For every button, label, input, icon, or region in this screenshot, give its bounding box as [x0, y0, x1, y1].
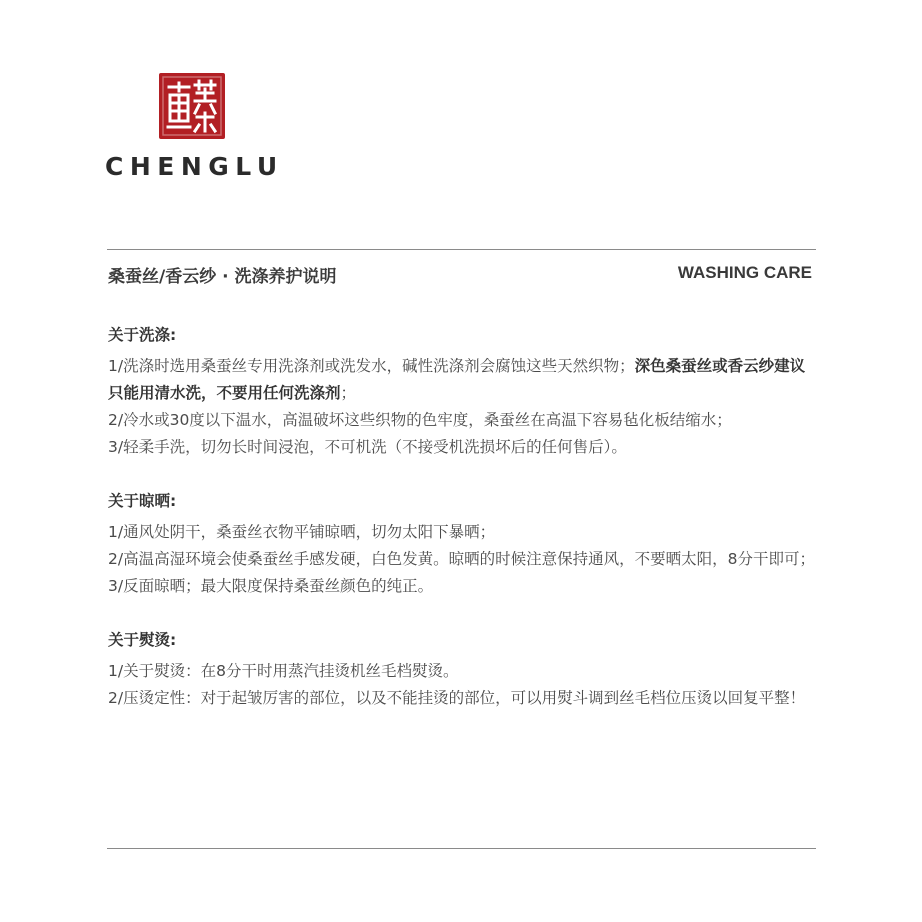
item-text: 3/反面晾晒；最大限度保持桑蚕丝颜色的纯正。: [108, 577, 434, 595]
top-divider: [107, 249, 816, 250]
item-text: 2/压烫定性：对于起皱厉害的部位，以及不能挂烫的部位，可以用熨斗调到丝毛档位压烫以回复平整！: [108, 689, 806, 707]
list-item: [108, 658, 818, 685]
page-title: 桑蚕丝/香云纱 · 洗涤养护说明: [108, 267, 337, 287]
brand-seal-logo: [159, 73, 225, 139]
list-item: [108, 519, 818, 546]
section-heading: 关于晾晒:: [108, 492, 177, 510]
page-title-english: WASHING CARE: [677, 263, 812, 282]
item-text: 1/洗涤时选用桑蚕丝专用洗涤剂或洗发水，碱性洗涤剂会腐蚀这些天然织物；: [108, 357, 635, 375]
section-drying: [108, 488, 818, 600]
section-heading: 关于熨烫:: [108, 631, 177, 649]
brand-name: CHENGLU: [105, 152, 284, 181]
item-text: 1/关于熨烫：在8分干时用蒸汽挂烫机丝毛档熨烫。: [108, 662, 459, 680]
list-item: [108, 434, 818, 461]
item-text: 3/轻柔手洗，切勿长时间浸泡，不可机洗（不接受机洗损坏后的任何售后）。: [108, 438, 627, 456]
list-item: [108, 685, 818, 712]
list-item: [108, 353, 818, 407]
section-heading: 关于洗涤:: [108, 326, 177, 344]
section-ironing: [108, 627, 818, 712]
list-item: [108, 573, 818, 600]
item-text: 2/冷水或30度以下温水，高温破坏这些织物的色牢度，桑蚕丝在高温下容易毡化板结缩水；: [108, 411, 732, 429]
item-emphasis: 深色桑蚕丝或香云纱建议只能用清水洗，不要用任何洗涤剂: [108, 357, 806, 402]
item-text: 2/高温高湿环境会使桑蚕丝手感发硬，白色发黄。晾晒的时候注意保持通风，不要晒太阳，8分干即可；: [108, 550, 815, 568]
care-instructions: [108, 322, 818, 739]
bottom-divider: [107, 848, 816, 849]
list-item: [108, 546, 818, 573]
item-tail: ；: [340, 384, 357, 402]
item-text: 1/通风处阴干，桑蚕丝衣物平铺晾晒，切勿太阳下暴晒；: [108, 523, 496, 541]
section-washing: [108, 322, 818, 461]
list-item: [108, 407, 818, 434]
seal-glyph-icon: [159, 73, 225, 139]
